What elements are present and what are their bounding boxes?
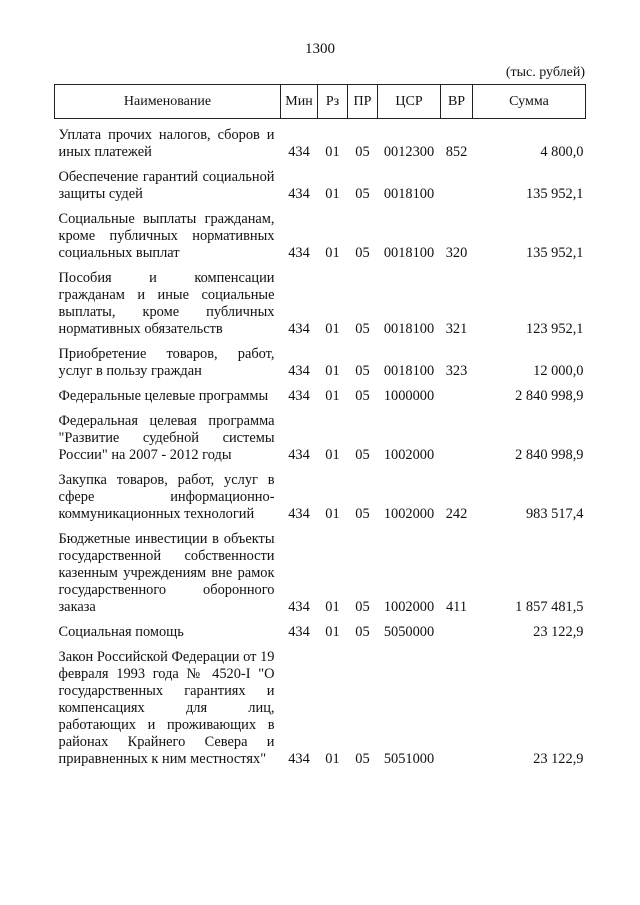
table-row bbox=[55, 342, 586, 384]
row-min: 434 bbox=[288, 388, 310, 404]
row-csr: 1002000 bbox=[383, 506, 435, 522]
row-vr bbox=[441, 645, 473, 772]
table-row bbox=[55, 266, 586, 342]
row-pr: 05 bbox=[355, 321, 370, 337]
row-min: 434 bbox=[288, 447, 310, 463]
row-csr: 5050000 bbox=[383, 624, 435, 640]
row-name: Закон Российской Федерации от 19 февраля 1993 года № 4520-I "О государственных гарантиях и компенсациях для лиц, работающих и проживающих в районах Крайнего Севера и приравненных к ним местностях" bbox=[58, 649, 275, 767]
row-rz: 01 bbox=[325, 363, 340, 379]
row-sum: 4 800,0 bbox=[540, 144, 584, 160]
row-csr: 0012300 bbox=[383, 144, 435, 160]
row-sum: 1 857 481,5 bbox=[515, 599, 584, 615]
row-name: Бюджетные инвестиции в объекты государственной собственности казенным учреждениям вне рамок государственного оборонного заказа bbox=[58, 531, 275, 615]
header-rz: Рз bbox=[318, 85, 348, 119]
row-vr bbox=[441, 620, 473, 645]
row-vr: 411 bbox=[445, 599, 468, 615]
row-sum: 983 517,4 bbox=[525, 506, 584, 522]
row-rz: 01 bbox=[325, 751, 340, 767]
table-row bbox=[55, 119, 586, 166]
row-pr: 05 bbox=[355, 363, 370, 379]
row-vr: 320 bbox=[445, 245, 468, 261]
row-pr: 05 bbox=[355, 245, 370, 261]
table-row bbox=[55, 468, 586, 527]
row-rz: 01 bbox=[325, 599, 340, 615]
row-csr: 1002000 bbox=[383, 447, 435, 463]
row-csr: 0018100 bbox=[383, 186, 435, 202]
table-header bbox=[55, 85, 586, 119]
row-rz: 01 bbox=[325, 624, 340, 640]
row-pr: 05 bbox=[355, 447, 370, 463]
header-vr: ВР bbox=[441, 85, 473, 119]
table-row bbox=[55, 207, 586, 266]
row-vr: 323 bbox=[445, 363, 468, 379]
table-row bbox=[55, 620, 586, 645]
row-csr: 5051000 bbox=[383, 751, 435, 767]
row-pr: 05 bbox=[355, 751, 370, 767]
row-vr: 321 bbox=[445, 321, 468, 337]
row-min: 434 bbox=[288, 144, 310, 160]
row-min: 434 bbox=[288, 599, 310, 615]
row-sum: 23 122,9 bbox=[533, 751, 584, 767]
row-rz: 01 bbox=[325, 447, 340, 463]
row-sum: 135 952,1 bbox=[525, 245, 584, 261]
row-sum: 2 840 998,9 bbox=[515, 388, 584, 404]
row-vr: 242 bbox=[445, 506, 468, 522]
row-name: Приобретение товаров, работ, услуг в пользу граждан bbox=[58, 346, 275, 379]
row-pr: 05 bbox=[355, 186, 370, 202]
row-rz: 01 bbox=[325, 388, 340, 404]
row-name: Уплата прочих налогов, сборов и иных платежей bbox=[58, 127, 275, 160]
row-sum: 135 952,1 bbox=[525, 186, 584, 202]
table-body bbox=[55, 119, 586, 773]
table-row bbox=[55, 384, 586, 409]
row-pr: 05 bbox=[355, 624, 370, 640]
budget-table bbox=[54, 84, 586, 772]
row-min: 434 bbox=[288, 624, 310, 640]
header-name: Наименование bbox=[55, 85, 281, 119]
row-pr: 05 bbox=[355, 599, 370, 615]
row-vr bbox=[441, 384, 473, 409]
row-rz: 01 bbox=[325, 506, 340, 522]
row-sum: 123 952,1 bbox=[525, 321, 584, 337]
header-min: Мин bbox=[281, 85, 318, 119]
row-sum: 12 000,0 bbox=[533, 363, 584, 379]
header-pr: ПР bbox=[348, 85, 378, 119]
row-sum: 2 840 998,9 bbox=[515, 447, 584, 463]
table-row bbox=[55, 645, 586, 772]
header-sum: Сумма bbox=[473, 85, 586, 119]
row-csr: 1002000 bbox=[383, 599, 435, 615]
row-csr: 0018100 bbox=[383, 321, 435, 337]
row-name: Пособия и компенсации гражданам и иные социальные выплаты, кроме публичных нормативных обязательств bbox=[58, 270, 275, 337]
row-rz: 01 bbox=[325, 245, 340, 261]
row-name: Закупка товаров, работ, услуг в сфере информационно-коммуникационных технологий bbox=[58, 472, 275, 522]
row-name: Социальные выплаты гражданам, кроме публичных нормативных социальных выплат bbox=[58, 211, 275, 261]
row-csr: 0018100 bbox=[383, 245, 435, 261]
row-pr: 05 bbox=[355, 506, 370, 522]
row-min: 434 bbox=[288, 363, 310, 379]
row-rz: 01 bbox=[325, 144, 340, 160]
row-name: Социальная помощь bbox=[58, 624, 184, 640]
header-csr: ЦСР bbox=[378, 85, 441, 119]
page-number: 1300 bbox=[305, 41, 335, 57]
units-label: (тыс. рублей) bbox=[505, 65, 585, 80]
row-min: 434 bbox=[288, 506, 310, 522]
table-row bbox=[55, 527, 586, 620]
row-rz: 01 bbox=[325, 186, 340, 202]
row-csr: 1000000 bbox=[383, 388, 435, 404]
row-pr: 05 bbox=[355, 144, 370, 160]
row-rz: 01 bbox=[325, 321, 340, 337]
row-min: 434 bbox=[288, 245, 310, 261]
row-min: 434 bbox=[288, 186, 310, 202]
row-min: 434 bbox=[288, 751, 310, 767]
row-vr bbox=[441, 409, 473, 468]
row-csr: 0018100 bbox=[383, 363, 435, 379]
row-pr: 05 bbox=[355, 388, 370, 404]
row-min: 434 bbox=[288, 321, 310, 337]
row-vr: 852 bbox=[445, 144, 468, 160]
row-sum: 23 122,9 bbox=[533, 624, 584, 640]
row-name: Обеспечение гарантий социальной защиты судей bbox=[58, 169, 275, 202]
row-name: Федеральная целевая программа "Развитие судебной системы России" на 2007 - 2012 годы bbox=[58, 413, 275, 463]
table-row bbox=[55, 409, 586, 468]
table-row bbox=[55, 165, 586, 207]
row-name: Федеральные целевые программы bbox=[58, 388, 269, 404]
row-vr bbox=[441, 165, 473, 207]
